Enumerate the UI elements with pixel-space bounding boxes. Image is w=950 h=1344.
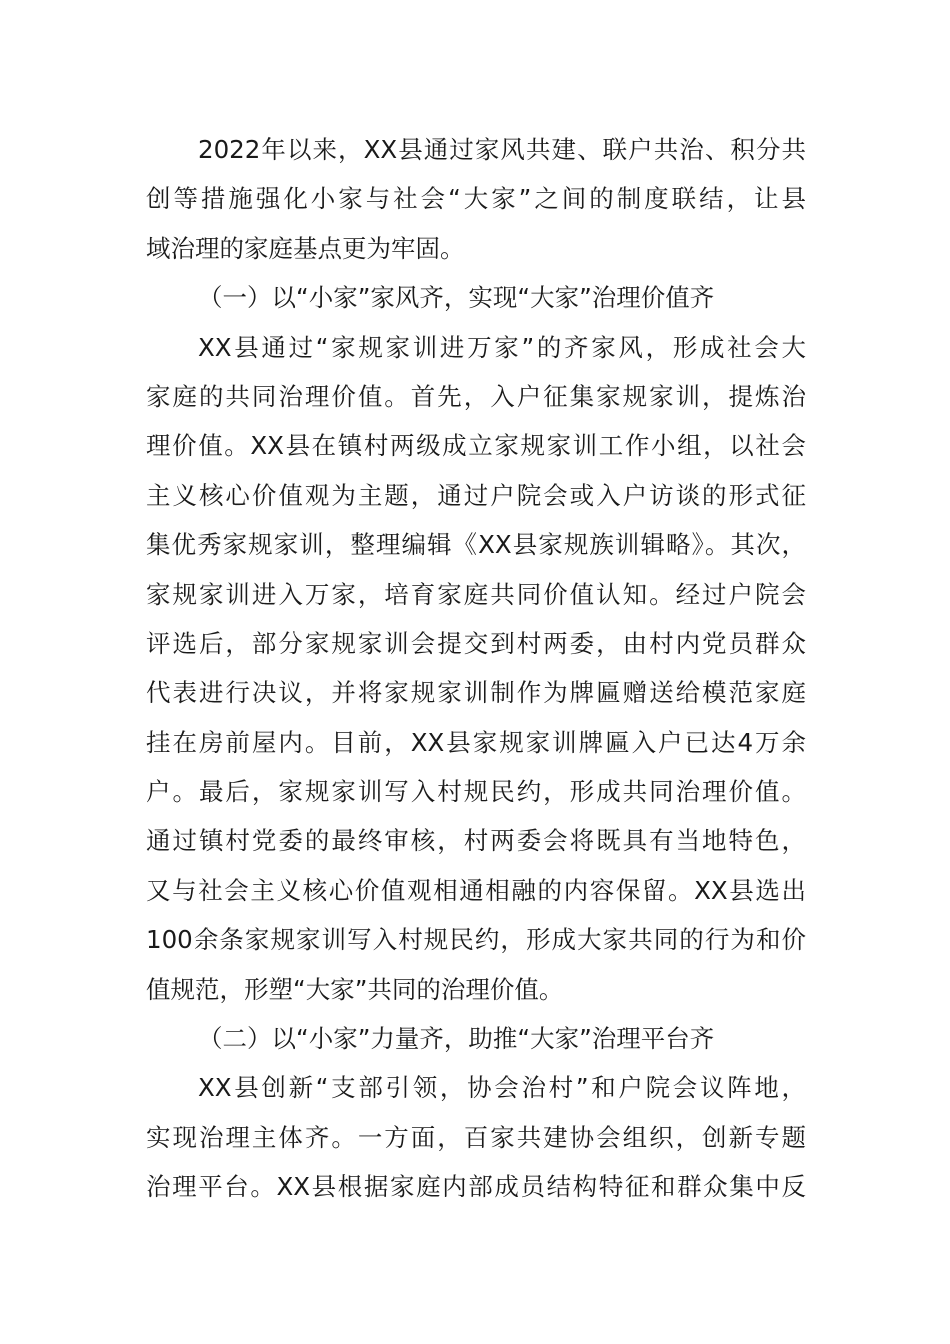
text-line: XX县创新“支部引领，协会治村”和户院会议阵地， xyxy=(198,1073,806,1103)
section-heading-1: （一）以“小家”家风齐，实现“大家”治理价值齐 xyxy=(198,283,715,313)
text-line: 集优秀家规家训，整理编辑《XX县家规族训辑略》。其次， xyxy=(146,530,806,560)
text-line: 域治理的家庭基点更为牢固。 xyxy=(146,233,465,263)
text-line: 挂在房前屋内。目前，XX县家规家训牌匾入户已达4万余 xyxy=(146,727,806,757)
text-line: 又与社会主义核心价值观相通相融的内容保留。XX县选出 xyxy=(146,875,806,905)
text-line: 户。最后，家规家训写入村规民约，形成共同治理价值。 xyxy=(146,777,806,807)
text-line: 治理平台。XX县根据家庭内部成员结构特征和群众集中反 xyxy=(146,1172,806,1202)
text-line: 家庭的共同治理价值。首先，入户征集家规家训，提炼治 xyxy=(146,381,806,411)
text-line: 家规家训进入万家，培育家庭共同价值认知。经过户院会 xyxy=(146,579,806,609)
text-line: 实现治理主体齐。一方面，百家共建协会组织，创新专题 xyxy=(146,1122,806,1152)
section-heading-2: （二）以“小家”力量齐，助推“大家”治理平台齐 xyxy=(198,1024,715,1054)
text-line: 2022年以来，XX县通过家风共建、联户共治、积分共 xyxy=(198,135,806,164)
text-line: 创等措施强化小家与社会“大家”之间的制度联结，让县 xyxy=(146,184,806,214)
text-line: 代表进行决议，并将家规家训制作为牌匾赠送给模范家庭 xyxy=(146,678,806,708)
section-1-paragraph xyxy=(146,323,806,1014)
text-line: 理价值。XX县在镇村两级成立家规家训工作小组，以社会 xyxy=(146,431,806,461)
text-line: 通过镇村党委的最终审核，村两委会将既具有当地特色， xyxy=(146,826,806,856)
text-line: 值规范，形塑“大家”共同的治理价值。 xyxy=(146,974,564,1004)
text-line: 评选后，部分家规家训会提交到村两委，由村内党员群众 xyxy=(146,628,806,658)
text-line: 100余条家规家训写入村规民约，形成大家共同的行为和价 xyxy=(146,925,806,955)
intro-paragraph xyxy=(146,125,806,273)
section-2-paragraph xyxy=(146,1063,806,1211)
document-body xyxy=(146,125,806,1212)
text-line: XX县通过“家规家训进万家”的齐家风，形成社会大 xyxy=(198,332,806,362)
text-line: 主义核心价值观为主题，通过户院会或入户访谈的形式征 xyxy=(146,480,806,510)
